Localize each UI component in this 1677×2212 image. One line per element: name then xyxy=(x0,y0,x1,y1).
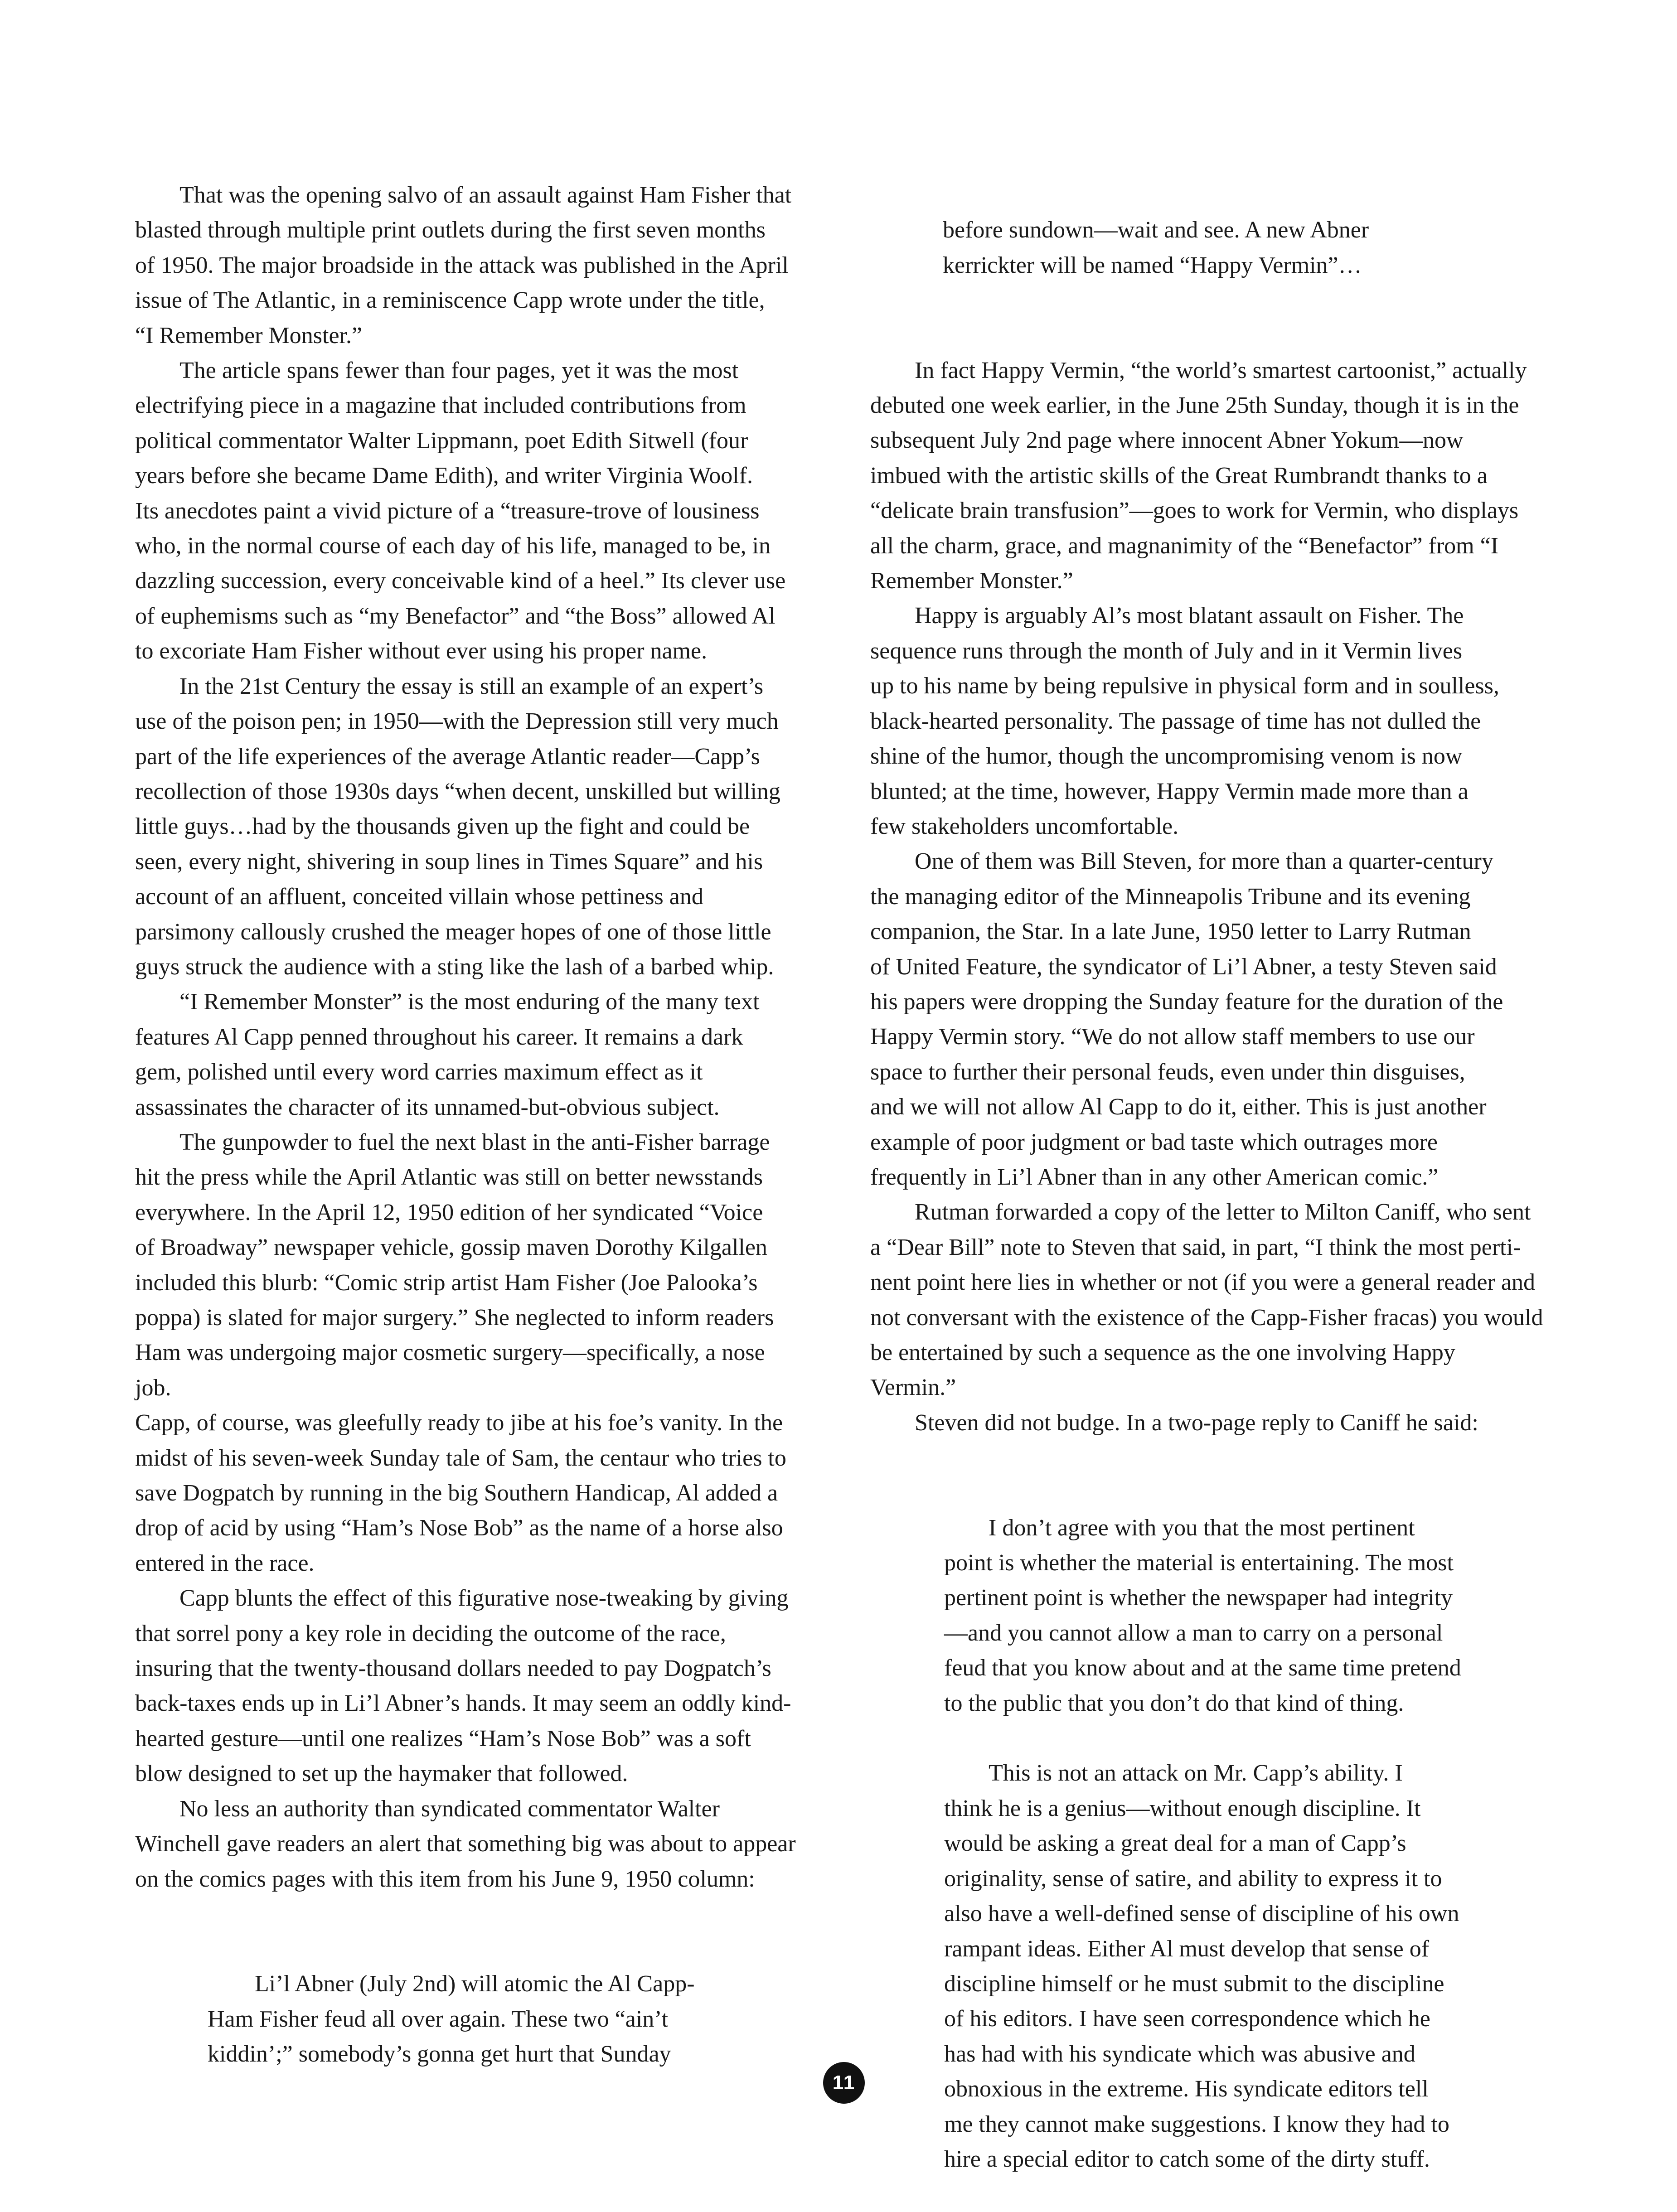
paragraph: “I Remember Monster” is the most enduring of the many text features Al Capp penned throughout his career. It remains a dark gem, polished until every word carries maximum effect as it assassinates the character of its unnamed-but-obvious subject. xyxy=(135,989,760,1120)
right-column xyxy=(870,178,1546,2212)
paragraph: The gunpowder to fuel the next blast in the anti-Fisher barrage hit the press while the April Atlantic was still on better newsstands everywhere. In the April 12, 1950 edition of her syndicated “Voice of Broadway” newspaper vehicle, gossip maven Dorothy Kilgallen included this blurb: “Comic strip artist Ham Fisher (Joe Palooka’s poppa) is slated for major surgery.” She neglected to inform readers Ham was undergoing major cosmetic surgery—specifically, a nose job. Capp, of course, was gleefully ready to jibe at his foe’s vanity. In the midst of his seven-week Sunday tale of Sam, the centaur who tries to save Dogpatch by running in the big Southern Handicap, Al added a drop of acid by using “Ham’s Nose Bob” as the name of a horse also entered in the race. xyxy=(135,1129,786,1576)
quote-text: Li’l Abner (July 2nd) will atomic the Al Capp- Ham Fisher feud all over again. These two “ain’t kiddin’;” somebody’s gonna get hurt that Sunday xyxy=(208,1971,695,2067)
block-quote-winchell xyxy=(208,1931,724,2107)
paragraph: In fact Happy Vermin, “the world’s smartest cartoonist,” actually debuted one week earlier, in the June 25th Sunday, though it is in the subsequent July 2nd page where innocent Abner Yokum—now imbued with the artistic skills of the Great Rumbrandt thanks to a “delicate brain transfusion”—goes to work for Vermin, who displays all the charm, grace, and magnanimity of the “Benefactor” from “I Remember Monster.” xyxy=(870,357,1527,594)
paragraph: In the 21st Century the essay is still an example of an expert’s use of the poison pen; in 1950—with the Depression still very much part of the life experiences of the average Atlantic reader—Capp’s recollection of those 1930s days “when decent, unskilled but willing little guys…had by the thousands given up the fight and could be seen, every night, shivering in soup lines in Times Square” and his account of an affluent, conceited villain whose pettiness and parsimony callously crushed the meager hopes of one of those little guys struck the audience with a sting like the lash of a barbed whip. xyxy=(135,673,780,980)
quote-text: This is not an attack on Mr. Capp’s ability. I think he is a genius—without enough discipline. It would be asking a great deal for a man of Capp’s originality, sense of satire, and ability to express it to also have a well-defined sense of discipline of his own rampant ideas. Either Al must develop that sense of discipline himself or he must submit to the discipline of his editors. I have seen correspondence which he has had with his syndicate which was abusive and obnoxious in the extreme. His syndicate editors tell me they cannot make suggestions. I know they had to hire a special editor to catch some of the dirty stuff. xyxy=(944,1760,1459,2172)
paragraph: Rutman forwarded a copy of the letter to Milton Caniff, who sent a “Dear Bill” note to Steven that said, in part, “I think the most perti- nent point here lies in whether or not (if you were a general reader and not conversant with the existence of the Capp-Fisher fracas) you would be entertained by such a sequence as the one involving Happy Vermin.” xyxy=(870,1199,1543,1401)
paragraph: Steven did not budge. In a two-page reply to Caniff he said: xyxy=(915,1409,1478,1436)
block-quote-winchell-continued xyxy=(943,178,1459,318)
page-number-badge xyxy=(823,2062,865,2104)
quote-text: before sundown—wait and see. A new Abner kerrickter will be named “Happy Vermin”… xyxy=(943,217,1369,278)
left-column xyxy=(135,178,804,2107)
paragraph: That was the opening salvo of an assault against Ham Fisher that blasted through multiple print outlets during the first seven months of 1950. The major broadside in the attack was published in the April issue of The Atlantic, in a reminiscence Capp wrote under the title, “I Remember Monster.” xyxy=(135,182,792,348)
paragraph: Happy is arguably Al’s most blatant assault on Fisher. The sequence runs through the month of July and in it Vermin lives up to his name by being repulsive in physical form and in soulless, black-hearted personality. The passage of time has not dulled the shine of the humor, though the uncompromising venom is now blunted; at the time, however, Happy Vermin made more than a few stakeholders uncomfortable. xyxy=(870,603,1499,839)
paragraph: One of them was Bill Steven, for more than a quarter-century the managing editor of the Minneapolis Tribune and its evening companion, the Star. In a late June, 1950 letter to Larry Rutman of United Feature, the syndicator of Li’l Abner, a testy Steven said his papers were dropping the Sunday feature for the duration of the Happy Vermin story. “We do not allow staff members to use our space to further their personal feuds, even under thin disguises, and we will not allow Al Capp to do it, either. This is just another example of poor judgment or bad taste which outrages more frequently in Li’l Abner than in any other American comic.” xyxy=(870,848,1503,1190)
quote-text: I don’t agree with you that the most pertinent point is whether the material is entertaining. The most pertinent point is whether the newspaper had integrity —and you cannot allow a man to carry on a personal feud that you know about and at the same time pretend to the public that you don’t do that kind of thing. xyxy=(944,1515,1461,1716)
paragraph: No less an authority than syndicated commentator Walter Winchell gave readers an alert that something big was about to appear on the comics pages with this item from his June 9, 1950 column: xyxy=(135,1796,796,1892)
paragraph: Capp blunts the effect of this figurative nose-tweaking by giving that sorrel pony a key role in deciding the outcome of the race, insuring that the twenty-thousand dollars needed to pay Dogpatch’s back-taxes ends up in Li’l Abner’s hands. It may seem an oddly kind- hearted gesture—until one realizes “Ham’s Nose Bob” was a soft blow designed to set up the haymaker that followed. xyxy=(135,1585,791,1787)
paragraph: The article spans fewer than four pages, yet it was the most electrifying piece in a magazine that included contributions from political commentator Walter Lippmann, poet Edith Sitwell (four years before she became Dame Edith), and writer Virginia Woolf. Its anecdotes paint a vivid picture of a “treasure-trove of lousiness who, in the normal course of each day of his life, managed to be, in dazzling succession, every conceivable kind of a heel.” Its clever use of euphemisms such as “my Benefactor” and “the Boss” allowed Al to excoriate Ham Fisher without ever using his proper name. xyxy=(135,358,786,664)
page-number: 11 xyxy=(832,2072,856,2094)
block-quote-steven xyxy=(944,1475,1474,2212)
